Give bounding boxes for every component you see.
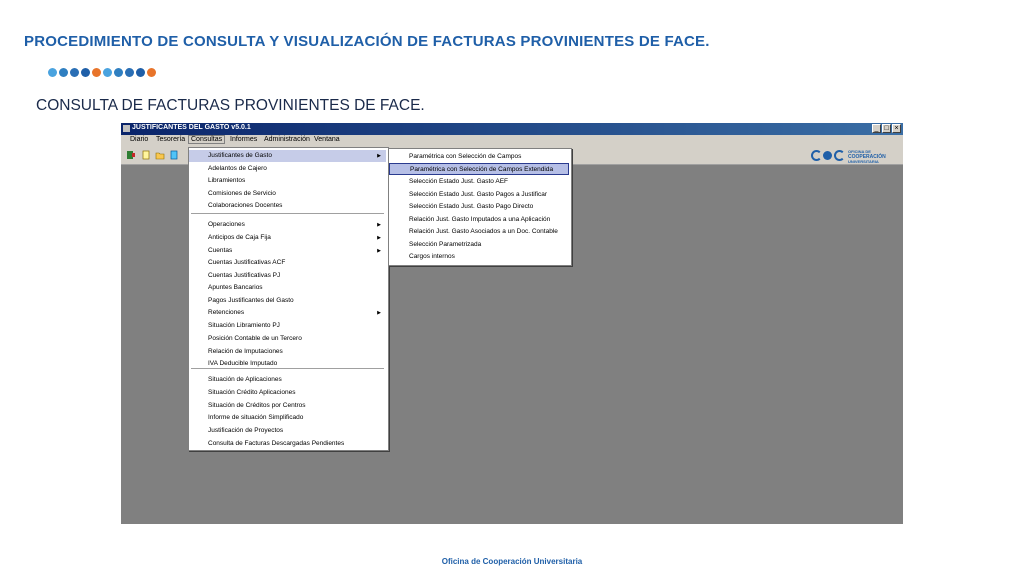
decorative-dot [136, 68, 145, 77]
close-button[interactable]: × [892, 124, 901, 133]
consultas-menu-item[interactable] [189, 400, 386, 412]
submenu-arrow-icon: ▶ [377, 222, 381, 228]
consultas-menu-item[interactable] [189, 150, 386, 162]
logo-dot [823, 151, 832, 160]
justificantes-submenu-item[interactable]: Relación Just. Gasto Asociados a un Doc. Contable [409, 228, 558, 235]
menu-item-label: Situación de Créditos por Centros [208, 402, 306, 409]
brand-line2: COOPERACIÓN [848, 154, 886, 160]
menu-diario[interactable]: Diario [130, 136, 149, 143]
consultas-menu-item[interactable] [189, 232, 386, 244]
submenu-arrow-icon: ▶ [377, 153, 381, 159]
menu-item-label: Situación Crédito Aplicaciones [208, 389, 296, 396]
logo-ring-left [811, 150, 822, 161]
window-titlebar[interactable] [121, 123, 903, 135]
logo-ring-right [834, 150, 845, 161]
decorative-dot [70, 68, 79, 77]
consultas-menu-item[interactable] [189, 438, 386, 450]
consultas-menu-item[interactable] [189, 282, 386, 294]
menu-item-label: Informe de situación Simplificado [208, 414, 304, 421]
menu-item-label: Consulta de Facturas Descargadas Pendientes [208, 440, 345, 447]
menu-item-label: Retenciones [208, 309, 245, 316]
menu-item-label: Cuentas Justificativas PJ [208, 272, 281, 279]
justificantes-submenu-item[interactable]: Paramétrica con Selección de Campos [409, 153, 522, 160]
consultas-menu-item[interactable] [189, 219, 386, 231]
menu-administracion[interactable]: Administración [264, 136, 310, 143]
consultas-menu-item[interactable] [189, 295, 386, 307]
menu-separator [191, 368, 384, 370]
brand-line1: OFICINA DE [848, 149, 871, 154]
consultas-menu-item[interactable] [189, 425, 386, 437]
consultas-menu-item[interactable] [189, 412, 386, 424]
consultas-menu-item[interactable] [189, 175, 386, 187]
justificantes-submenu-item[interactable]: Selección Estado Just. Gasto Pagos a Justificar [409, 191, 548, 198]
new-document-icon[interactable] [141, 150, 151, 160]
justificantes-submenu [388, 148, 572, 266]
consultas-menu-item[interactable] [189, 257, 386, 269]
consultas-dropdown-menu [188, 147, 389, 451]
submenu-arrow-icon: ▶ [377, 310, 381, 316]
slide-subtitle: CONSULTA DE FACTURAS PROVINIENTES DE FACE. [36, 97, 425, 114]
menubar [121, 135, 903, 147]
consultas-menu-item[interactable] [189, 320, 386, 332]
menu-item-label: Pagos Justificantes del Gasto [208, 297, 294, 304]
submenu-arrow-icon: ▶ [377, 248, 381, 254]
justificantes-submenu-item[interactable]: Selección Estado Just. Gasto Pago Directo [409, 203, 534, 210]
maximize-button[interactable]: □ [882, 124, 891, 133]
consultas-menu-item[interactable] [189, 307, 386, 319]
consultas-menu-item[interactable] [189, 200, 386, 212]
menu-item-label: Posición Contable de un Tercero [208, 335, 302, 342]
menu-item-label: Adelantos de Cajero [208, 165, 267, 172]
exit-icon[interactable] [126, 150, 136, 160]
consultas-menu-item[interactable] [189, 163, 386, 175]
brand-line3: UNIVERSITARIA [848, 159, 879, 164]
app-icon [123, 125, 130, 132]
menu-tesoreria[interactable]: Tesorería [156, 136, 186, 143]
decorative-dot [147, 68, 156, 77]
justificantes-submenu-item[interactable]: Selección Estado Just. Gasto AEF [409, 178, 508, 185]
justificantes-submenu-item[interactable]: Paramétrica con Selección de Campos Extendida [389, 163, 569, 175]
consultas-menu-item[interactable] [189, 346, 386, 358]
decorative-dot [81, 68, 90, 77]
decorative-dot [59, 68, 68, 77]
brand-logo [811, 149, 899, 163]
decorative-dot [48, 68, 57, 77]
menu-informes[interactable]: Informes [230, 136, 258, 143]
window-buttons [871, 124, 901, 134]
window-title: JUSTIFICANTES DEL GASTO v5.0.1 [132, 124, 251, 131]
consultas-menu-item[interactable] [189, 270, 386, 282]
justificantes-submenu-item[interactable]: Cargos internos [409, 253, 455, 260]
menu-item-label: Comisiones de Servicio [208, 190, 276, 197]
decorative-dot [103, 68, 112, 77]
menu-ventana[interactable]: Ventana [314, 136, 340, 143]
justificantes-submenu-item[interactable]: Selección Parametrizada [409, 241, 482, 248]
menu-item-label: Apuntes Bancarios [208, 284, 263, 291]
decorative-dot [92, 68, 101, 77]
menu-item-label: Cuentas Justificativas ACF [208, 259, 286, 266]
consultas-menu-item[interactable] [189, 387, 386, 399]
menu-consultas[interactable]: Consultas [188, 135, 225, 144]
consultas-menu-item[interactable] [189, 245, 386, 257]
menu-item-label: Cuentas [208, 247, 233, 254]
menu-item-label: Relación de Imputaciones [208, 348, 283, 355]
menu-item-label: IVA Deducible Imputado [208, 360, 278, 367]
menu-separator [191, 213, 384, 215]
consultas-menu-item[interactable] [189, 333, 386, 345]
menu-item-label: Situación de Aplicaciones [208, 376, 282, 383]
minimize-button[interactable]: _ [872, 124, 881, 133]
decorative-dot [114, 68, 123, 77]
menu-item-label: Libramientos [208, 177, 246, 184]
menu-item-label: Colaboraciones Docentes [208, 202, 283, 209]
decorative-dot [125, 68, 134, 77]
slide-title: PROCEDIMIENTO DE CONSULTA Y VISUALIZACIÓN DE FACTURAS PROVINIENTES DE FACE. [24, 33, 710, 50]
menu-item-label: Operaciones [208, 221, 245, 228]
menu-item-label: Anticipos de Caja Fija [208, 234, 271, 241]
consultas-menu-item[interactable] [189, 374, 386, 386]
submenu-arrow-icon: ▶ [377, 235, 381, 241]
open-folder-icon[interactable] [155, 150, 165, 160]
slide-footer: Oficina de Cooperación Universitaria [441, 557, 583, 566]
document-icon[interactable] [169, 150, 179, 160]
menu-item-label: Situación Libramiento PJ [208, 322, 280, 329]
menu-item-label: Justificación de Proyectos [208, 427, 284, 434]
justificantes-submenu-item[interactable]: Relación Just. Gasto Imputados a una Aplicación [409, 216, 551, 223]
consultas-menu-item[interactable] [189, 188, 386, 200]
menu-item-label: Justificantes de Gasto [208, 152, 272, 159]
